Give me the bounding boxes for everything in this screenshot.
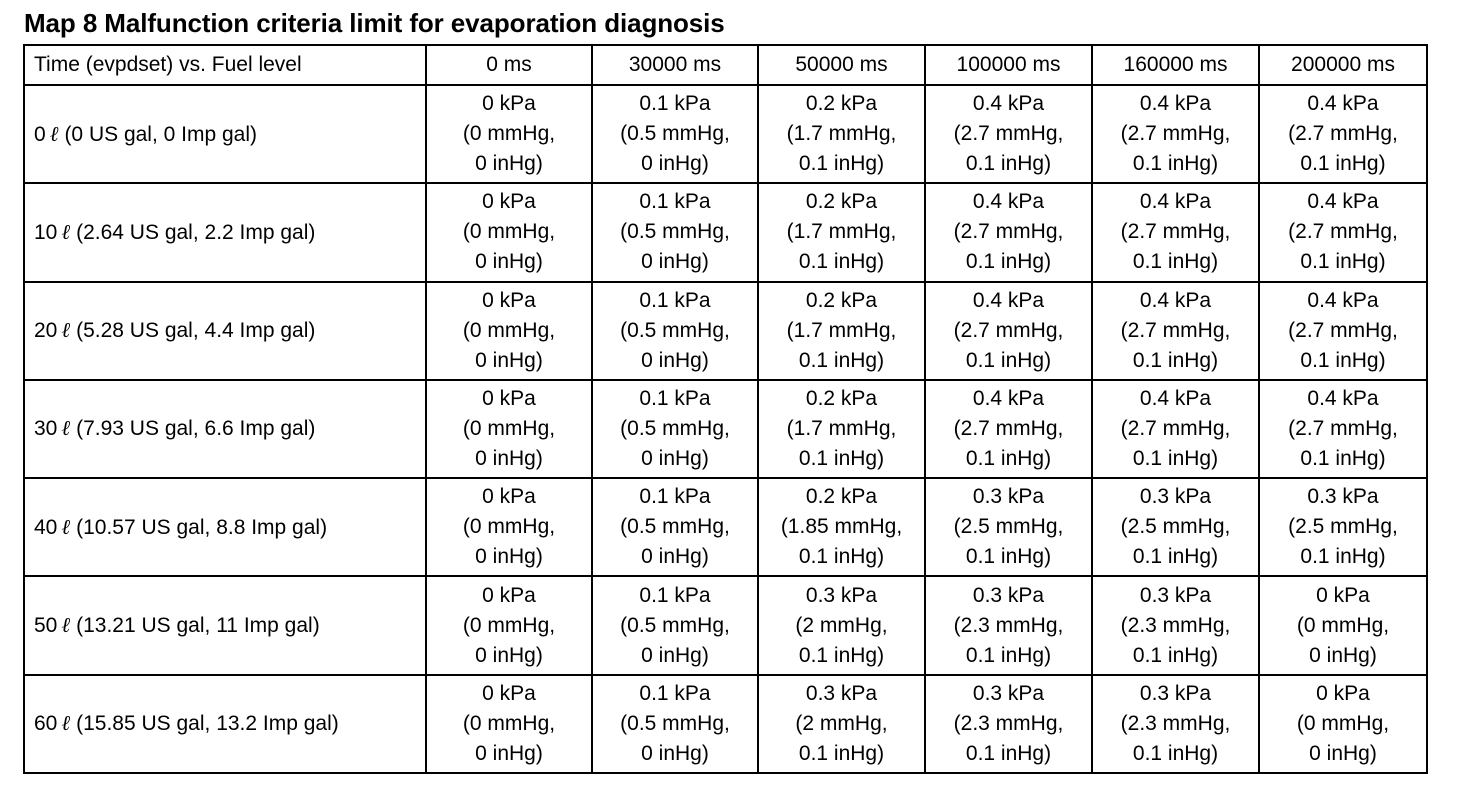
pressure-limit-cell: [925, 183, 1092, 281]
pressure-kpa: 0.4 kPa: [1307, 288, 1379, 312]
fuel-level-value: 40: [34, 515, 58, 539]
pressure-limit-cell: [592, 478, 758, 576]
column-header: 100000 ms: [925, 45, 1092, 85]
fuel-level-cell: [24, 478, 426, 576]
pressure-kpa: 0.4 kPa: [972, 190, 1045, 214]
pressure-limit-cell: [758, 675, 925, 773]
pressure-mmhg: (0.5 mmHg,: [620, 515, 730, 539]
pressure-mmhg: (2 mmHg,: [795, 613, 888, 637]
pressure-inhg: 0.1 inHg): [798, 348, 885, 372]
pressure-kpa: 0.3 kPa: [1139, 485, 1212, 509]
pressure-inhg: 0.1 inHg): [965, 446, 1052, 470]
fuel-level-conversion: (2.64 US gal, 2.2 Imp gal): [76, 220, 316, 244]
pressure-mmhg: (2.3 mmHg,: [1120, 613, 1231, 637]
pressure-kpa: 0.4 kPa: [972, 288, 1045, 312]
pressure-mmhg: (0 mmHg,: [462, 711, 556, 735]
pressure-kpa: 0.3 kPa: [1139, 681, 1212, 705]
pressure-kpa: 0.1 kPa: [639, 485, 711, 509]
pressure-mmhg: (2.3 mmHg,: [1120, 711, 1231, 735]
pressure-mmhg: (0 mmHg,: [462, 416, 556, 440]
pressure-mmhg: (2.7 mmHg,: [1288, 122, 1398, 146]
pressure-kpa: 0.4 kPa: [972, 386, 1045, 410]
pressure-inhg: 0.1 inHg): [1132, 741, 1219, 765]
pressure-inhg: 0.1 inHg): [1132, 545, 1219, 569]
pressure-mmhg: (2.5 mmHg,: [1120, 515, 1231, 539]
liter-unit-symbol: ℓ: [49, 121, 59, 146]
malfunction-criteria-table: [23, 44, 1428, 774]
fuel-level-conversion: (15.85 US gal, 13.2 Imp gal): [76, 712, 339, 736]
pressure-limit-cell: [426, 282, 592, 380]
table-row: [24, 675, 1427, 773]
pressure-kpa: 0.2 kPa: [805, 386, 878, 410]
pressure-inhg: 0.1 inHg): [1300, 446, 1386, 470]
pressure-kpa: 0.4 kPa: [1307, 92, 1379, 116]
pressure-inhg: 0.1 inHg): [1132, 250, 1219, 274]
pressure-kpa: 0 kPa: [482, 485, 536, 509]
pressure-kpa: 0 kPa: [482, 681, 536, 705]
pressure-inhg: 0.1 inHg): [1300, 545, 1386, 569]
table-row: [24, 380, 1427, 478]
pressure-limit-cell: [1092, 183, 1259, 281]
pressure-mmhg: (2.7 mmHg,: [1120, 122, 1231, 146]
fuel-level-cell: [24, 282, 426, 380]
pressure-limit-cell: [1092, 282, 1259, 380]
pressure-mmhg: (2 mmHg,: [795, 711, 888, 735]
pressure-mmhg: (0 mmHg,: [462, 613, 556, 637]
pressure-mmhg: (0 mmHg,: [462, 515, 556, 539]
pressure-limit-cell: [426, 85, 592, 183]
pressure-limit-cell: [758, 85, 925, 183]
pressure-kpa: 0 kPa: [482, 92, 536, 116]
pressure-kpa: 0.4 kPa: [1139, 288, 1212, 312]
pressure-mmhg: (0.5 mmHg,: [620, 318, 730, 342]
pressure-mmhg: (2.7 mmHg,: [1288, 220, 1398, 244]
fuel-level-cell: [24, 675, 426, 773]
pressure-limit-cell: [1259, 576, 1427, 674]
pressure-limit-cell: [1259, 380, 1427, 478]
pressure-inhg: 0 inHg): [475, 446, 543, 470]
pressure-kpa: 0.4 kPa: [1307, 386, 1379, 410]
pressure-kpa: 0.2 kPa: [805, 288, 878, 312]
column-header: 0 ms: [426, 45, 592, 85]
pressure-limit-cell: [1259, 282, 1427, 380]
pressure-limit-cell: [758, 183, 925, 281]
pressure-inhg: 0.1 inHg): [1300, 250, 1386, 274]
fuel-level-value: 20: [34, 319, 58, 343]
pressure-limit-cell: [1092, 478, 1259, 576]
liter-unit-symbol: ℓ: [61, 318, 71, 343]
pressure-inhg: 0 inHg): [475, 545, 543, 569]
pressure-inhg: 0.1 inHg): [965, 643, 1052, 667]
pressure-inhg: 0 inHg): [641, 446, 709, 470]
pressure-inhg: 0.1 inHg): [1300, 348, 1386, 372]
pressure-inhg: 0 inHg): [1309, 643, 1377, 667]
pressure-kpa: 0.3 kPa: [805, 681, 878, 705]
pressure-mmhg: (2.3 mmHg,: [953, 711, 1064, 735]
pressure-inhg: 0 inHg): [1309, 741, 1377, 765]
fuel-level-value: 10: [34, 220, 58, 244]
pressure-kpa: 0.3 kPa: [972, 681, 1045, 705]
pressure-inhg: 0.1 inHg): [1132, 152, 1219, 176]
pressure-mmhg: (0 mmHg,: [1296, 613, 1390, 637]
table-row: [24, 282, 1427, 380]
pressure-inhg: 0 inHg): [641, 545, 709, 569]
pressure-inhg: 0 inHg): [475, 152, 543, 176]
fuel-level-value: 60: [34, 712, 58, 736]
table-row: [24, 576, 1427, 674]
pressure-kpa: 0.3 kPa: [1139, 583, 1212, 607]
fuel-level-cell: [24, 380, 426, 478]
pressure-limit-cell: [925, 478, 1092, 576]
pressure-limit-cell: [426, 675, 592, 773]
pressure-kpa: 0 kPa: [482, 288, 536, 312]
corner-header: Time (evpdset) vs. Fuel level: [24, 45, 426, 85]
pressure-kpa: 0.4 kPa: [1139, 190, 1212, 214]
pressure-inhg: 0.1 inHg): [798, 446, 885, 470]
pressure-mmhg: (0.5 mmHg,: [620, 711, 730, 735]
pressure-inhg: 0 inHg): [641, 741, 709, 765]
fuel-level-conversion: (0 US gal, 0 Imp gal): [64, 122, 258, 146]
pressure-limit-cell: [925, 675, 1092, 773]
pressure-limit-cell: [592, 675, 758, 773]
pressure-kpa: 0.1 kPa: [639, 583, 711, 607]
table-row: [24, 478, 1427, 576]
pressure-mmhg: (1.85 mmHg,: [780, 515, 903, 539]
pressure-inhg: 0 inHg): [475, 741, 543, 765]
pressure-limit-cell: [1092, 576, 1259, 674]
pressure-kpa: 0.3 kPa: [972, 485, 1045, 509]
pressure-limit-cell: [758, 478, 925, 576]
pressure-kpa: 0.1 kPa: [639, 681, 711, 705]
header-row: [24, 45, 1427, 85]
fuel-level-cell: [24, 576, 426, 674]
table-row: [24, 183, 1427, 281]
fuel-level-conversion: (13.21 US gal, 11 Imp gal): [76, 614, 320, 638]
pressure-mmhg: (1.7 mmHg,: [786, 318, 897, 342]
pressure-inhg: 0.1 inHg): [1132, 348, 1219, 372]
page-title: Map 8 Malfunction criteria limit for evaporation diagnosis: [24, 8, 725, 38]
pressure-limit-cell: [592, 85, 758, 183]
pressure-kpa: 0.4 kPa: [1307, 190, 1379, 214]
pressure-mmhg: (2.5 mmHg,: [953, 515, 1064, 539]
pressure-mmhg: (1.7 mmHg,: [786, 220, 897, 244]
pressure-limit-cell: [758, 380, 925, 478]
pressure-mmhg: (2.7 mmHg,: [1120, 318, 1231, 342]
pressure-mmhg: (2.7 mmHg,: [1288, 416, 1398, 440]
liter-unit-symbol: ℓ: [61, 711, 71, 736]
pressure-mmhg: (2.7 mmHg,: [1288, 318, 1398, 342]
pressure-limit-cell: [426, 183, 592, 281]
pressure-inhg: 0 inHg): [641, 348, 709, 372]
pressure-mmhg: (2.7 mmHg,: [953, 220, 1064, 244]
pressure-inhg: 0.1 inHg): [965, 250, 1052, 274]
pressure-kpa: 0 kPa: [482, 583, 536, 607]
liter-unit-symbol: ℓ: [61, 514, 71, 539]
pressure-mmhg: (0.5 mmHg,: [620, 613, 730, 637]
pressure-mmhg: (2.3 mmHg,: [953, 613, 1064, 637]
pressure-inhg: 0 inHg): [475, 250, 543, 274]
pressure-inhg: 0.1 inHg): [1132, 446, 1219, 470]
pressure-kpa: 0.2 kPa: [805, 485, 878, 509]
pressure-mmhg: (0 mmHg,: [462, 122, 556, 146]
pressure-mmhg: (2.7 mmHg,: [953, 416, 1064, 440]
pressure-inhg: 0 inHg): [475, 348, 543, 372]
pressure-mmhg: (0 mmHg,: [462, 318, 556, 342]
pressure-limit-cell: [1259, 675, 1427, 773]
pressure-kpa: 0.1 kPa: [639, 92, 711, 116]
pressure-mmhg: (0 mmHg,: [462, 220, 556, 244]
pressure-inhg: 0.1 inHg): [798, 643, 885, 667]
pressure-kpa: 0 kPa: [1316, 681, 1370, 705]
pressure-inhg: 0.1 inHg): [1132, 643, 1219, 667]
table-body: [24, 85, 1427, 773]
pressure-mmhg: (0.5 mmHg,: [620, 416, 730, 440]
liter-unit-symbol: ℓ: [61, 219, 71, 244]
pressure-inhg: 0.1 inHg): [965, 545, 1052, 569]
fuel-level-value: 50: [34, 614, 58, 638]
pressure-kpa: 0.2 kPa: [805, 190, 878, 214]
pressure-limit-cell: [592, 576, 758, 674]
column-header: 160000 ms: [1092, 45, 1259, 85]
pressure-inhg: 0.1 inHg): [798, 741, 885, 765]
fuel-level-value: 30: [34, 417, 58, 441]
pressure-kpa: 0.1 kPa: [639, 386, 711, 410]
pressure-inhg: 0 inHg): [641, 643, 709, 667]
column-header: 30000 ms: [592, 45, 758, 85]
pressure-kpa: 0.1 kPa: [639, 288, 711, 312]
column-header: 200000 ms: [1259, 45, 1427, 85]
pressure-mmhg: (0.5 mmHg,: [620, 122, 730, 146]
pressure-inhg: 0 inHg): [641, 250, 709, 274]
pressure-mmhg: (0 mmHg,: [1296, 711, 1390, 735]
pressure-inhg: 0.1 inHg): [1300, 152, 1386, 176]
pressure-kpa: 0.1 kPa: [639, 190, 711, 214]
pressure-limit-cell: [1092, 85, 1259, 183]
pressure-mmhg: (2.7 mmHg,: [1120, 220, 1231, 244]
pressure-limit-cell: [1259, 183, 1427, 281]
liter-unit-symbol: ℓ: [61, 416, 71, 441]
pressure-limit-cell: [925, 576, 1092, 674]
pressure-kpa: 0.3 kPa: [1307, 485, 1379, 509]
pressure-mmhg: (2.5 mmHg,: [1288, 515, 1398, 539]
pressure-inhg: 0.1 inHg): [798, 545, 885, 569]
pressure-limit-cell: [426, 380, 592, 478]
fuel-level-conversion: (7.93 US gal, 6.6 Imp gal): [76, 417, 316, 441]
pressure-inhg: 0.1 inHg): [965, 741, 1052, 765]
table-row: [24, 85, 1427, 183]
pressure-inhg: 0 inHg): [475, 643, 543, 667]
fuel-level-cell: [24, 183, 426, 281]
pressure-limit-cell: [1092, 380, 1259, 478]
pressure-limit-cell: [592, 380, 758, 478]
pressure-kpa: 0 kPa: [1316, 583, 1370, 607]
pressure-mmhg: (0.5 mmHg,: [620, 220, 730, 244]
pressure-limit-cell: [426, 576, 592, 674]
pressure-inhg: 0.1 inHg): [965, 152, 1052, 176]
pressure-kpa: 0.4 kPa: [972, 92, 1045, 116]
pressure-mmhg: (2.7 mmHg,: [1120, 416, 1231, 440]
fuel-level-conversion: (5.28 US gal, 4.4 Imp gal): [76, 319, 316, 343]
pressure-limit-cell: [925, 380, 1092, 478]
fuel-level-conversion: (10.57 US gal, 8.8 Imp gal): [76, 515, 328, 539]
pressure-limit-cell: [1259, 85, 1427, 183]
pressure-kpa: 0.4 kPa: [1139, 386, 1212, 410]
pressure-mmhg: (1.7 mmHg,: [786, 122, 897, 146]
pressure-limit-cell: [1259, 478, 1427, 576]
pressure-kpa: 0.4 kPa: [1139, 92, 1212, 116]
pressure-limit-cell: [925, 282, 1092, 380]
fuel-level-cell: [24, 85, 426, 183]
pressure-kpa: 0.2 kPa: [805, 92, 878, 116]
pressure-mmhg: (2.7 mmHg,: [953, 122, 1064, 146]
pressure-mmhg: (1.7 mmHg,: [786, 416, 897, 440]
pressure-mmhg: (2.7 mmHg,: [953, 318, 1064, 342]
column-header: 50000 ms: [758, 45, 925, 85]
pressure-limit-cell: [1092, 675, 1259, 773]
pressure-kpa: 0.3 kPa: [805, 583, 878, 607]
pressure-inhg: 0.1 inHg): [798, 250, 885, 274]
pressure-inhg: 0 inHg): [641, 152, 709, 176]
fuel-level-value: 0: [34, 122, 46, 146]
liter-unit-symbol: ℓ: [61, 613, 71, 638]
pressure-limit-cell: [758, 576, 925, 674]
pressure-limit-cell: [758, 282, 925, 380]
pressure-inhg: 0.1 inHg): [798, 152, 885, 176]
pressure-inhg: 0.1 inHg): [965, 348, 1052, 372]
pressure-limit-cell: [592, 282, 758, 380]
pressure-kpa: 0.3 kPa: [972, 583, 1045, 607]
pressure-limit-cell: [426, 478, 592, 576]
pressure-kpa: 0 kPa: [482, 190, 536, 214]
pressure-kpa: 0 kPa: [482, 386, 536, 410]
pressure-limit-cell: [592, 183, 758, 281]
pressure-limit-cell: [925, 85, 1092, 183]
